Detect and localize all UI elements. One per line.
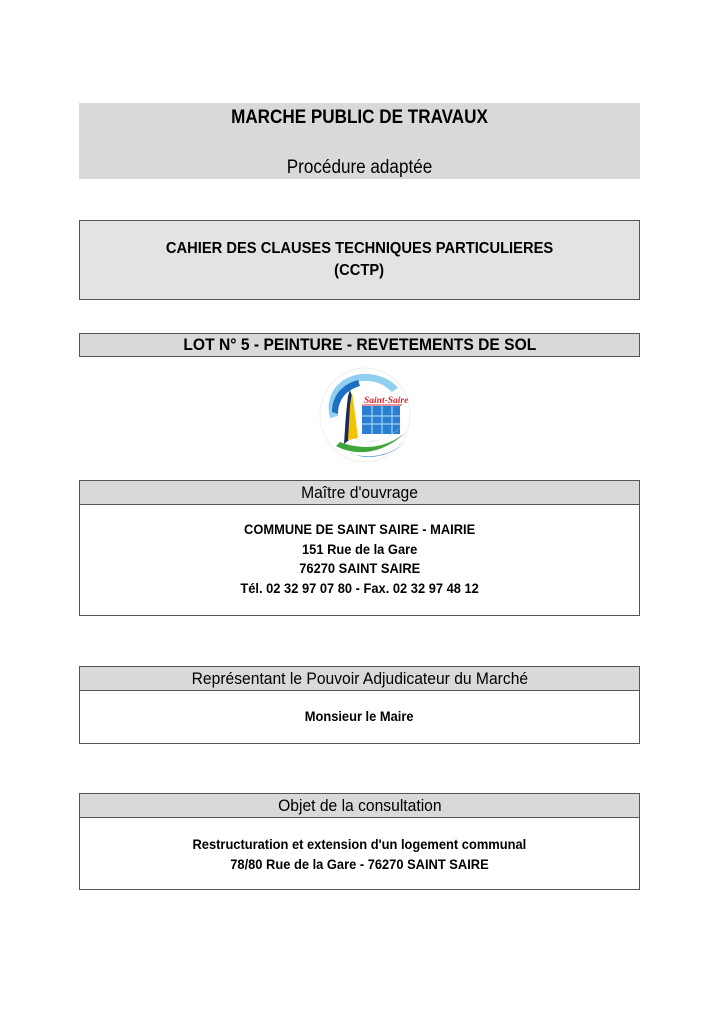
owner-street: 151 Rue de la Gare [301, 540, 418, 557]
document-title: MARCHE PUBLIC DE TRAVAUX [231, 107, 488, 128]
objet-address: 78/80 Rue de la Gare - 76270 SAINT SAIRE [230, 855, 489, 872]
representant-name: Monsieur le Maire [305, 708, 414, 724]
representant-heading: Représentant le Pouvoir Adjudicateur du Marché [80, 667, 639, 691]
objet-description: Restructuration et extension d'un logement communal [192, 836, 527, 852]
document-type-line1: CAHIER DES CLAUSES TECHNIQUES PARTICULIERES [165, 240, 554, 257]
maitre-ouvrage-section [79, 480, 640, 616]
procedure-subtitle: Procédure adaptée [286, 157, 433, 178]
document-type-box [79, 220, 640, 300]
lot-box [79, 333, 640, 357]
representant-body [80, 691, 639, 727]
logo-text: Saint-Saire [364, 396, 409, 406]
commune-logo-icon [318, 366, 412, 464]
title-banner [79, 103, 640, 179]
lot-label: LOT N° 5 - PEINTURE - REVETEMENTS DE SOL [183, 335, 536, 354]
owner-city: 76270 SAINT SAIRE [299, 560, 420, 576]
owner-name: COMMUNE DE SAINT SAIRE - MAIRIE [243, 521, 476, 537]
commune-logo [318, 366, 412, 464]
maitre-ouvrage-heading: Maître d'ouvrage [80, 481, 639, 505]
owner-phone-fax: Tél. 02 32 97 07 80 - Fax. 02 32 97 48 12 [240, 579, 479, 596]
document-type-line2: (CCTP) [334, 262, 385, 279]
objet-section [79, 793, 640, 890]
objet-heading: Objet de la consultation [80, 794, 639, 818]
representant-section [79, 666, 640, 744]
objet-body [80, 818, 639, 874]
maitre-ouvrage-body [80, 505, 639, 598]
